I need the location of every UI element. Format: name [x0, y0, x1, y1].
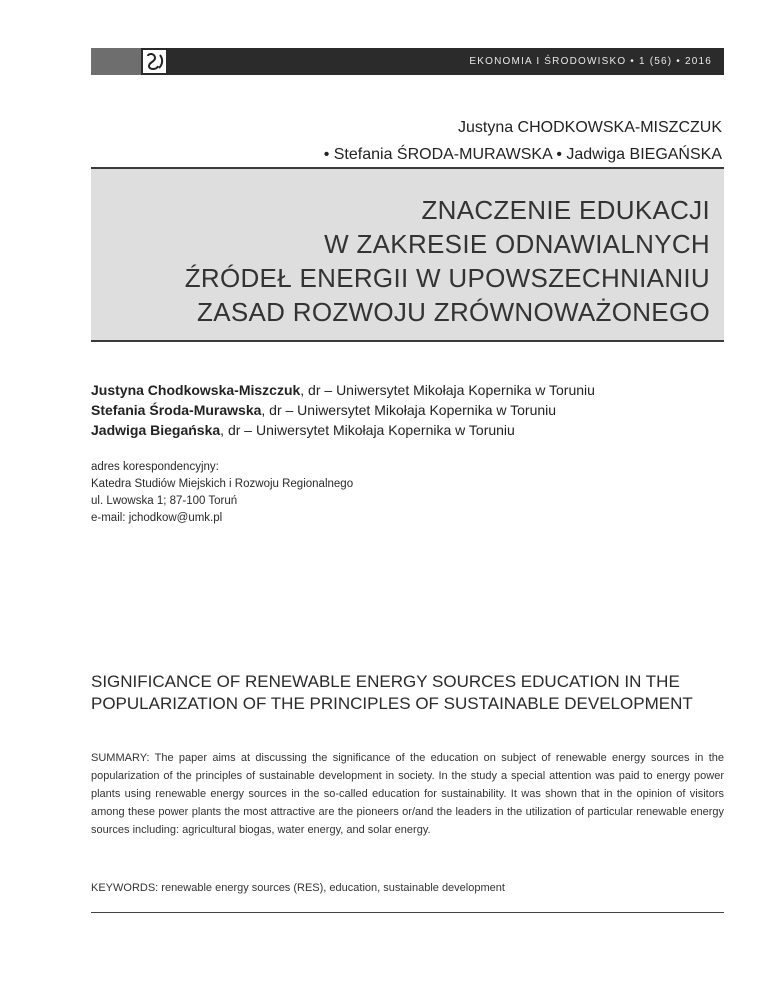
summary-text: SUMMARY: The paper aims at discussing the significance of the education on subject of renewable energy sources in the popularization of the principles of sustainable development in society. In the study a special attention was paid to energy power plants using renewable energy sources in the so-called education for sustainability. It was shown that in the opinion of visitors among these power plants the most attractive are the pioneers or/and the leaders in the utilization of particular renewable energy sources including: agricultural biogas, water energy, and solar energy.	[91, 752, 724, 836]
article-title-en	[91, 671, 731, 715]
title-line: ŹRÓDEŁ ENERGII W UPOWSZECHNIANIU	[184, 263, 710, 293]
author-list	[122, 114, 722, 168]
affiliation-item	[91, 420, 731, 440]
affiliations	[91, 380, 731, 440]
correspondence-address	[91, 459, 691, 527]
title-line: ZNACZENIE EDUKACJI	[421, 195, 710, 225]
affiliation-author: Justyna Chodkowska-Miszczuk	[91, 382, 301, 398]
header-grey-block	[91, 48, 141, 75]
journal-header-bar	[168, 48, 724, 75]
affiliation-item	[91, 400, 731, 420]
keywords-text: KEYWORDS: renewable energy sources (RES), education, sustainable development	[91, 882, 505, 894]
title-line: W ZAKRESIE ODNAWIALNYCH	[324, 229, 710, 259]
correspondence-email: e-mail: jchodkow@umk.pl	[91, 512, 223, 524]
bottom-divider	[91, 912, 724, 913]
affiliation-detail: , dr – Uniwersytet Mikołaja Kopernika w Toruniu	[220, 422, 515, 438]
affiliation-author: Stefania Środa-Murawska	[91, 402, 262, 418]
journal-logo-icon	[141, 48, 168, 75]
affiliation-detail: , dr – Uniwersytet Mikołaja Kopernika w Toruniu	[300, 382, 595, 398]
affiliation-author: Jadwiga Biegańska	[91, 422, 221, 438]
author-line-1: Justyna CHODKOWSKA-MISZCZUK	[457, 119, 722, 136]
affiliation-detail: , dr – Uniwersytet Mikołaja Kopernika w Toruniu	[261, 402, 557, 418]
correspondence-line: Katedra Studiów Miejskich i Rozwoju Regionalnego	[91, 478, 354, 490]
author-line-2: • Stefania ŚRODA-MURAWSKA • Jadwiga BIEGAŃSKA	[323, 146, 722, 163]
title-en-line: SIGNIFICANCE OF RENEWABLE ENERGY SOURCES EDUCATION IN THE	[91, 672, 680, 691]
title-en-line: POPULARIZATION OF THE PRINCIPLES OF SUSTAINABLE DEVELOPMENT	[91, 694, 693, 713]
affiliation-item	[91, 380, 731, 400]
journal-name: EKONOMIA I ŚRODOWISKO • 1 (56) • 2016	[469, 56, 712, 67]
correspondence-label: adres korespondencyjny:	[91, 461, 219, 473]
title-box	[91, 167, 724, 342]
correspondence-line: ul. Lwowska 1; 87-100 Toruń	[91, 495, 238, 507]
title-line: ZASAD ROZWOJU ZRÓWNOWAŻONEGO	[197, 297, 710, 327]
article-title-pl	[185, 193, 710, 329]
